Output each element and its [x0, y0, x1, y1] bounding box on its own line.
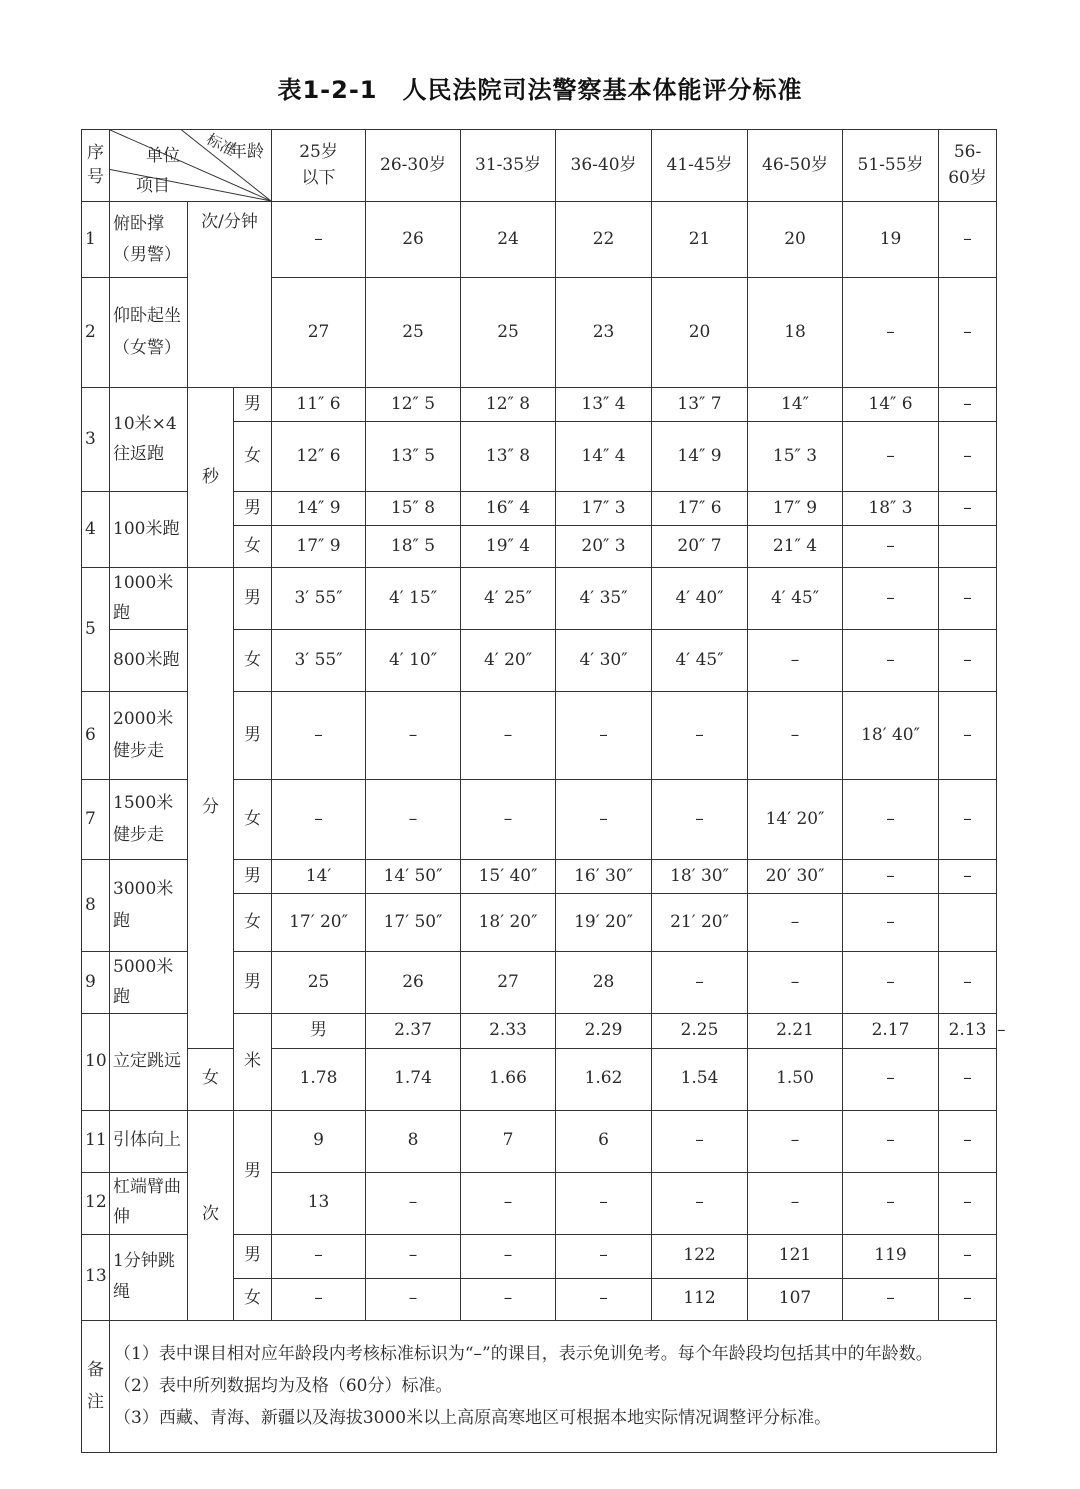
value-cell: –	[939, 1172, 997, 1234]
value-cell: 9	[272, 1110, 366, 1172]
value-cell: 14″ 9	[272, 492, 366, 526]
value-cell: –	[366, 1172, 461, 1234]
value-cell: 4′ 25″	[461, 568, 556, 630]
value-cell: –	[652, 780, 748, 860]
header-row	[82, 130, 997, 202]
age-group-header: 25岁 以下	[272, 130, 366, 202]
value-cell: –	[556, 1234, 652, 1278]
item-name: 1分钟跳绳	[110, 1234, 188, 1320]
value-cell: –	[272, 1234, 366, 1278]
value-cell: –	[272, 692, 366, 780]
value-cell: 1.74	[366, 1048, 461, 1110]
value-cell: 3′ 55″	[272, 630, 366, 692]
unit-cell: 次/分钟	[188, 202, 272, 388]
row-number: 4	[82, 492, 110, 568]
value-cell: 13″ 7	[652, 388, 748, 422]
table-row	[82, 568, 997, 630]
notes-label: 备 注	[82, 1320, 110, 1452]
seq-header: 序 号	[82, 130, 110, 202]
value-cell: –	[939, 202, 997, 278]
row-number: 11	[82, 1110, 110, 1172]
value-cell: –	[843, 1172, 939, 1234]
value-cell: 19″ 4	[461, 526, 556, 568]
row-number: 3	[82, 388, 110, 492]
value-cell: –	[939, 952, 997, 1014]
value-cell: –	[461, 1234, 556, 1278]
value-cell: 27	[461, 952, 556, 1014]
item-name: 立定跳远	[110, 1014, 188, 1110]
item-name: 俯卧撑（男警）	[110, 202, 188, 278]
unit-label: 单位	[146, 146, 180, 166]
value-cell: 25	[366, 278, 461, 388]
value-cell: –	[939, 860, 997, 894]
value-cell: 2.29	[556, 1014, 652, 1048]
age-group-header: 51-55岁	[843, 130, 939, 202]
sex-cell: 女	[234, 894, 272, 952]
value-cell: –	[939, 1234, 997, 1278]
row-number: 13	[82, 1234, 110, 1320]
age-group-header: 56- 60岁	[939, 130, 997, 202]
fitness-standard-table	[81, 129, 1006, 1453]
value-cell: –	[461, 1172, 556, 1234]
value-cell: 1.54	[652, 1048, 748, 1110]
value-cell: –	[843, 952, 939, 1014]
age-group-header: 41-45岁	[652, 130, 748, 202]
row-number: 5	[82, 568, 110, 692]
sex-cell: 女	[234, 422, 272, 492]
value-cell: –	[652, 692, 748, 780]
value-cell: 4′ 10″	[366, 630, 461, 692]
value-cell: 2.13	[939, 1014, 997, 1048]
value-cell: 17′ 50″	[366, 894, 461, 952]
value-cell: 1.66	[461, 1048, 556, 1110]
item-name: 1500米健步走	[110, 780, 188, 860]
row-number: 10	[82, 1014, 110, 1110]
value-cell: 18′ 30″	[652, 860, 748, 894]
value-cell: 25	[461, 278, 556, 388]
value-cell: –	[272, 202, 366, 278]
value-cell: 4′ 30″	[556, 630, 652, 692]
age-group-header: 26-30岁	[366, 130, 461, 202]
note-item: （1）表中课目相对应年龄段内考核标准标识为“–”的课目，表示免训免考。每个年龄段均包括其中的年龄数。	[114, 1343, 933, 1364]
value-cell: –	[748, 630, 843, 692]
value-cell: 1.62	[556, 1048, 652, 1110]
value-cell: 2.33	[461, 1014, 556, 1048]
value-cell: 12″ 6	[272, 422, 366, 492]
item-name: 引体向上	[110, 1110, 188, 1172]
value-cell: 28	[556, 952, 652, 1014]
sex-cell: 男	[234, 692, 272, 780]
sex-cell: 女	[234, 526, 272, 568]
value-cell: 13″ 8	[461, 422, 556, 492]
value-cell: –	[939, 492, 997, 526]
value-cell: –	[556, 1278, 652, 1320]
value-cell: 14′ 20″	[748, 780, 843, 860]
value-cell: 20″ 3	[556, 526, 652, 568]
value-cell: 2.25	[652, 1014, 748, 1048]
value-cell: 8	[366, 1110, 461, 1172]
value-cell: 2.21	[748, 1014, 843, 1048]
value-cell: 2.37	[366, 1014, 461, 1048]
sex-cell: 男	[234, 568, 272, 630]
value-cell: 13″ 5	[366, 422, 461, 492]
value-cell: 21″ 4	[748, 526, 843, 568]
note-item: （2）表中所列数据均为及格（60分）标准。	[114, 1375, 453, 1396]
value-cell: –	[461, 780, 556, 860]
value-cell: –	[366, 1234, 461, 1278]
age-group-header: 36-40岁	[556, 130, 652, 202]
value-cell: –	[652, 952, 748, 1014]
item-label: 项目	[136, 176, 170, 196]
value-cell: –	[843, 780, 939, 860]
item-name: 5000米跑	[110, 952, 188, 1014]
value-cell: 18′ 20″	[461, 894, 556, 952]
value-cell: 3′ 55″	[272, 568, 366, 630]
value-cell: 27	[272, 278, 366, 388]
value-cell: 25	[272, 952, 366, 1014]
value-cell: –	[939, 422, 997, 492]
value-cell: –	[939, 780, 997, 860]
item-name: 仰卧起坐（女警）	[110, 278, 188, 388]
value-cell: 26	[366, 952, 461, 1014]
value-cell: 20	[652, 278, 748, 388]
notes-row	[82, 1320, 997, 1452]
value-cell: –	[461, 692, 556, 780]
value-cell: 119	[843, 1234, 939, 1278]
value-cell: –	[272, 1278, 366, 1320]
value-cell: 122	[652, 1234, 748, 1278]
value-cell: –	[843, 568, 939, 630]
value-cell: 17″ 3	[556, 492, 652, 526]
value-cell: 4′ 40″	[652, 568, 748, 630]
value-cell: –	[272, 780, 366, 860]
sex-cell: 男	[272, 1014, 366, 1048]
value-cell: 1.78	[272, 1048, 366, 1110]
value-cell: –	[939, 630, 997, 692]
table-row	[82, 1048, 997, 1110]
value-cell: 17′ 20″	[272, 894, 366, 952]
value-cell: 2.17	[843, 1014, 939, 1048]
value-cell: –	[939, 388, 997, 422]
value-cell: 18	[748, 278, 843, 388]
value-cell: 15′ 40″	[461, 860, 556, 894]
value-cell: 20′ 30″	[748, 860, 843, 894]
value-cell: –	[843, 422, 939, 492]
item-name: 2000米健步走	[110, 692, 188, 780]
row-number: 9	[82, 952, 110, 1014]
row-number: 6	[82, 692, 110, 780]
value-cell: –	[461, 1278, 556, 1320]
item-name: 3000米跑	[110, 860, 188, 952]
value-cell: 23	[556, 278, 652, 388]
value-cell: 16″ 4	[461, 492, 556, 526]
note-item: （3）西藏、青海、新疆以及海拔3000米以上高原高寒地区可根据本地实际情况调整评分标准。	[114, 1408, 832, 1429]
value-cell: –	[748, 1110, 843, 1172]
age-label: 年龄	[230, 142, 264, 162]
value-cell: –	[843, 1048, 939, 1110]
value-cell: 18″ 3	[843, 492, 939, 526]
value-cell: –	[748, 952, 843, 1014]
value-cell: –	[748, 1172, 843, 1234]
sex-cell: 男	[234, 388, 272, 422]
value-cell: 1.50	[748, 1048, 843, 1110]
sex-cell: 女	[234, 1278, 272, 1320]
unit-cell: 分	[188, 568, 234, 1048]
value-cell: –	[843, 860, 939, 894]
value-cell: 20″ 7	[652, 526, 748, 568]
sex-cell: 男	[234, 492, 272, 526]
value-cell: –	[843, 278, 939, 388]
item-name: 1000米跑	[110, 568, 188, 630]
diagonal-header-cell	[110, 130, 272, 202]
sex-cell: 男	[234, 860, 272, 894]
value-cell: –	[748, 894, 843, 952]
value-cell: 21	[652, 202, 748, 278]
value-cell: 21′ 20″	[652, 894, 748, 952]
value-cell: 6	[556, 1110, 652, 1172]
value-cell: 12″ 5	[366, 388, 461, 422]
value-cell: –	[366, 780, 461, 860]
value-cell: –	[366, 692, 461, 780]
item-name: 100米跑	[110, 492, 188, 568]
sex-cell: 女	[188, 1048, 234, 1110]
value-cell: 17″ 9	[272, 526, 366, 568]
value-cell: –	[366, 1278, 461, 1320]
value-cell: 24	[461, 202, 556, 278]
table-row: 10 立定跳远 米 男 2.37 2.33 2.29 2.25 2.21 2.17 2.13 –	[82, 1014, 997, 1048]
value-cell: –	[652, 1172, 748, 1234]
table-row	[82, 1110, 997, 1172]
row-number: 8	[82, 860, 110, 952]
age-group-header: 31-35岁	[461, 130, 556, 202]
value-cell: 18″ 5	[366, 526, 461, 568]
row-number: 12	[82, 1172, 110, 1234]
standard-label: 标准	[203, 130, 239, 160]
value-cell: 4′ 45″	[652, 630, 748, 692]
unit-cell: 秒	[188, 388, 234, 568]
value-cell: 4′ 35″	[556, 568, 652, 630]
sex-cell: 男	[234, 952, 272, 1014]
value-cell: 121	[748, 1234, 843, 1278]
age-group-header: 46-50岁	[748, 130, 843, 202]
table-row	[82, 388, 997, 422]
row-number: 1	[82, 202, 110, 278]
sex-cell: 男	[234, 1110, 272, 1234]
value-cell: 13	[272, 1172, 366, 1234]
item-name: 800米跑	[110, 630, 188, 692]
value-cell: –	[843, 1278, 939, 1320]
value-cell: –	[843, 630, 939, 692]
value-cell: 112	[652, 1278, 748, 1320]
value-cell: –	[939, 568, 997, 630]
value-cell: 15″ 3	[748, 422, 843, 492]
value-cell: 14″	[748, 388, 843, 422]
value-cell: –	[556, 780, 652, 860]
value-cell: –	[939, 1278, 997, 1320]
value-cell: –	[843, 1110, 939, 1172]
value-cell: 19′ 20″	[556, 894, 652, 952]
value-cell: 4′ 20″	[461, 630, 556, 692]
value-cell: –	[939, 692, 997, 780]
value-cell: –	[556, 1172, 652, 1234]
value-cell: –	[556, 692, 652, 780]
value-cell: 22	[556, 202, 652, 278]
value-cell: –	[652, 1110, 748, 1172]
value-cell: 14′ 50″	[366, 860, 461, 894]
value-cell: –	[748, 692, 843, 780]
value-cell: 16′ 30″	[556, 860, 652, 894]
value-cell: 20	[748, 202, 843, 278]
value-cell: 19	[843, 202, 939, 278]
value-cell: 14″ 9	[652, 422, 748, 492]
row-number: 2	[82, 278, 110, 388]
value-cell: 18′ 40″	[843, 692, 939, 780]
value-cell: 11″ 6	[272, 388, 366, 422]
value-cell: –	[939, 1048, 997, 1110]
value-cell: –	[939, 1110, 997, 1172]
value-cell	[939, 894, 997, 952]
item-name: 杠端臂曲伸	[110, 1172, 188, 1234]
value-cell: 14″ 6	[843, 388, 939, 422]
value-cell: 7	[461, 1110, 556, 1172]
value-cell: 14″ 4	[556, 422, 652, 492]
table-title: 表1-2-1 人民法院司法警察基本体能评分标准	[277, 76, 803, 104]
value-cell	[939, 526, 997, 568]
value-cell: 107	[748, 1278, 843, 1320]
value-cell: 14′	[272, 860, 366, 894]
value-cell: 17″ 6	[652, 492, 748, 526]
table-row	[82, 202, 997, 278]
item-name: 10米×4往返跑	[110, 388, 188, 492]
value-cell: 12″ 8	[461, 388, 556, 422]
value-cell: 4′ 15″	[366, 568, 461, 630]
row-number: 7	[82, 780, 110, 860]
unit-cell: 米	[234, 1014, 272, 1110]
value-cell: 26	[366, 202, 461, 278]
value-cell: 17″ 9	[748, 492, 843, 526]
value-cell: 15″ 8	[366, 492, 461, 526]
notes-content	[110, 1320, 997, 1452]
value-cell: –	[939, 278, 997, 388]
value-cell: –	[843, 894, 939, 952]
value-cell: 13″ 4	[556, 388, 652, 422]
sex-cell: 女	[234, 780, 272, 860]
unit-cell: 次	[188, 1110, 234, 1320]
value-cell: 4′ 45″	[748, 568, 843, 630]
sex-cell: 女	[234, 630, 272, 692]
sex-cell: 男	[234, 1234, 272, 1278]
value-cell: –	[843, 526, 939, 568]
